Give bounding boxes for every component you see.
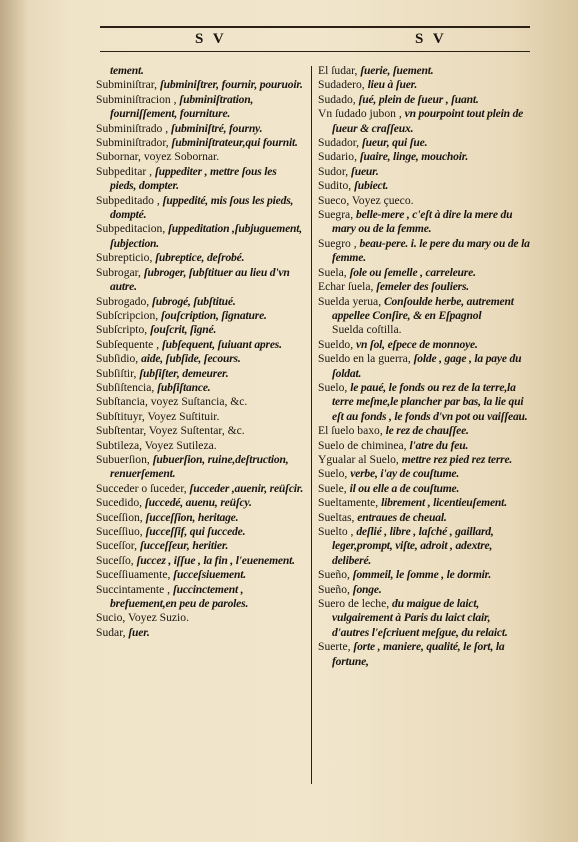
entry-definition: ſuppediter , mettre ſous les pieds, dompter. [110,164,277,193]
dictionary-entry [96,194,304,223]
entry-headword: Suegro , [318,236,360,250]
entry-headword: Sudador, [318,136,362,150]
dictionary-entry [318,496,530,510]
dictionary-entry [96,453,304,482]
entry-definition: ſuerie, ſuement. [360,64,434,77]
entry-headword: Subpeditacion, [96,222,169,236]
dictionary-entry [318,266,530,280]
dictionary-entry [318,511,530,525]
entry-definition: ſubuerſion, ruine,deſtruction, renuerſement. [110,452,289,481]
dictionary-entry [96,64,304,78]
entry-definition: ſuccinctement , brefuement,en peu de paroles. [110,582,249,611]
entry-headword: Suceſſo, [96,553,137,567]
dictionary-entry [96,583,304,612]
entry-headword: Subpeditado , [96,193,163,207]
entry-definition: ſucceſſion, heritage. [145,510,239,524]
entry-headword: Subſcripcion, [96,308,162,322]
dictionary-entry [318,597,530,640]
entry-headword: Sudito, [318,179,355,193]
page-gutter-shadow [0,0,28,842]
entry-headword: Subuerſion, [96,452,153,466]
entry-headword: Suceſſiuamente, [96,568,174,582]
dictionary-entry [96,367,304,381]
dictionary-entry [318,64,530,78]
entry-headword: Subrepticio, [96,251,156,265]
entry-definition: ſubreptice, deſrobé. [155,251,245,265]
entry-headword: Echar ſuela, [318,280,377,294]
dictionary-entry [318,93,530,107]
dictionary-entry [96,496,304,510]
entry-headword: Subpeditar , [96,164,155,178]
dictionary-entry [318,237,530,266]
entry-definition: ſuppeditation ,ſubjuguement, ſubjection. [110,222,303,250]
dictionary-entry [96,525,304,539]
entry-definition: ſubminiſtrateur,qui fournit. [171,136,298,150]
entry-definition: ſubiect. [354,179,389,193]
running-head [100,14,530,54]
dictionary-entry [96,93,304,122]
entry-headword: Sudar, [96,625,129,639]
entry-definition: mettre rez pied rez terre. [401,452,513,466]
entry-definition: ſubroger, ſubſtituer au lieu d'vn autre. [110,265,290,294]
header-rule-bottom [100,51,530,52]
entry-headword: Subſiſtir, [96,366,140,380]
dictionary-entry [96,611,304,625]
dictionary-entry [318,78,530,92]
entry-definition: ſubrogé, ſubſtitué. [152,294,236,308]
dictionary-entry [318,568,530,582]
dictionary-entry [318,208,530,237]
entry-definition: ſouſcription, ſignature. [161,308,267,322]
entry-definition: ſuer. [128,625,150,639]
dictionary-entry [96,410,304,424]
entry-definition: ſuccez , iſſue , la fin , l'euenement. [136,553,295,567]
entry-definition: ſouſcrit, ſigné. [150,323,217,337]
dictionary-entry [318,640,530,669]
column-divider [311,66,312,784]
entry-headword: Suelda coſtilla. [332,323,402,337]
dictionary-entry [96,539,304,553]
entry-definition: lieu à ſuer. [367,78,418,92]
entry-headword: Sucedido, [96,496,145,510]
entry-headword: Suceſſiuo, [96,525,146,538]
dictionary-entry [318,424,530,438]
dictionary-entry [96,122,304,136]
entry-headword: Sueño, [318,582,353,596]
dictionary-entry [318,583,530,597]
dictionary-entry [96,482,304,496]
entry-headword: Suelo, [318,467,351,481]
entry-headword: Sueltas, [318,510,358,524]
dictionary-entry [318,165,530,179]
entry-definition: ſucceſſif, qui ſuccede. [145,525,246,538]
entry-definition: du maigue de laict, vulgairement à Paris du laict clair, d'autres l'eſcriuent meſgue, du relaict. [332,597,508,639]
entry-definition: ſorte , maniere, qualité, le ſort, la fortune, [332,640,505,668]
entry-headword: Ygualar al Suelo, [318,452,402,466]
entry-headword: Subſtancia, voyez Suſtancia, &c. [96,395,248,409]
entry-headword: Suerte, [318,640,354,654]
entry-definition: ſueur. [351,164,379,178]
entry-definition: beau-pere. i. le pere du mary ou de la femme. [332,236,530,265]
entry-headword: Subminiſtrado , [96,121,172,135]
entry-headword: Sueltamente, [318,496,382,510]
entry-definition: ſucceder ,auenir, reüſcir. [189,481,304,495]
entry-definition: ſué, plein de ſueur , ſuant. [358,92,479,106]
entry-definition: vn ſol, eſpece de monnoye. [356,337,478,351]
dictionary-entry [96,295,304,309]
entry-definition: ſolde , gage , la paye du ſoldat. [332,352,522,380]
entry-headword: Subminiſtracion , [96,92,180,106]
dictionary-entry [318,482,530,496]
entry-headword: Suegra, [318,208,356,222]
entry-headword: Suceſſor, [96,539,140,553]
left-column [96,64,304,640]
dictionary-entry [318,352,530,381]
entry-definition: ſuaire, linge, mouchoir. [359,150,469,164]
dictionary-entry [96,136,304,150]
entry-definition: ſubminiſtré, fourny. [171,121,263,135]
entry-headword: Sudario, [318,150,360,164]
dictionary-entry [96,323,304,337]
entry-definition: aide, ſubſide, ſecours. [141,352,241,366]
dictionary-entry [96,395,304,409]
entry-definition: entraues de cheual. [357,510,447,524]
entry-definition: ſubſequent, ſuiuant apres. [162,337,282,351]
entry-definition: ſubſiſter, demeurer. [139,366,229,380]
entry-headword: Sueldo, [318,337,357,351]
entry-headword: Subrogado, [96,294,153,308]
dictionary-entry [318,453,530,467]
dictionary-entry [318,280,530,294]
dictionary-entry [96,424,304,438]
dictionary-entry [96,352,304,366]
dictionary-entry [318,467,530,481]
entry-definition: belle-mere , c'eſt à dire la mere du mary ou de la femme. [332,208,513,236]
entry-headword: Suele, [318,481,350,495]
dictionary-entry [96,150,304,164]
entry-headword: Sudado, [318,92,359,106]
entry-definition: ſuppedité, mis ſous les pieds, dompté. [110,193,294,222]
entry-headword: Subminiſtrar, [96,78,160,92]
entry-definition: ſubminiſtrer, fournir, pouruoir. [159,78,303,92]
entry-headword: Subornar, voyez Sobornar. [96,150,220,164]
entry-headword: Succintamente , [96,582,173,596]
dictionary-entry [318,381,530,424]
entry-definition: librement , licentieuſement. [381,496,507,510]
entry-headword: Vn ſudado jubon , [318,107,405,121]
entry-headword: Suelo, [318,380,351,394]
entry-definition: ſole ou ſemelle , carreleure. [349,265,476,279]
dictionary-entry [96,266,304,295]
entry-headword: Sudor, [318,164,352,178]
dictionary-entry [318,107,530,136]
right-column [318,64,530,669]
header-rule-top [100,26,530,28]
dictionary-entry [318,179,530,193]
dictionary-entry [318,136,530,150]
entry-headword: Subſcripto, [96,323,151,337]
entry-headword: Suelto , [318,525,357,538]
entry-definition: il ou elle a de couſtume. [349,481,460,495]
entry-definition: ſuccedé, auenu, reüſcy. [144,496,252,510]
entry-headword: Subrogar, [96,265,144,279]
entry-definition: l'atre du feu. [409,438,469,452]
entry-headword: Suelo de chiminea, [318,438,410,452]
entry-headword: Subſtituyr, Voyez Suſtituir. [96,409,220,423]
entry-definition: le paué, le fonds ou rez de la terre,la terre meſme,le plancher par bas, la lie qui eſt au fonds , le fonds d'vn pot ou vaiſſeau. [332,380,528,423]
entry-headword: Sueño, [318,568,353,582]
entry-headword: Sudadero, [318,78,368,92]
entry-definition: ſonge. [352,582,382,596]
entry-headword: Subſiſtencia, [96,380,158,394]
entry-headword: Sueco, Voyez çueco. [318,193,414,207]
entry-definition: ſommeil, le ſomme , le dormir. [352,568,492,582]
dictionary-entry [96,338,304,352]
dictionary-entry [96,165,304,194]
entry-headword: El ſuelo baxo, [318,424,386,438]
entry-headword: Suero de leche, [318,597,393,611]
entry-definition: le rez de chauſſee. [385,424,469,438]
entry-headword: Suceſſion, [96,510,146,524]
entry-headword: Subſtentar, Voyez Suſtentar, &c. [96,424,245,438]
entry-headword: Sucio, Voyez Suzio. [96,611,189,625]
dictionary-entry [96,554,304,568]
entry-definition: ſubſiſtance. [157,380,211,394]
running-head-right: S V [415,31,447,47]
entry-headword: Subminiſtrador, [96,136,172,150]
entry-definition: ſueur, qui ſue. [361,136,428,150]
dictionary-entry [96,568,304,582]
entry-definition: tement. [110,64,144,77]
entry-definition: Conſoulde herbe, autrement appellee Conſire, & en Eſpagnol [332,294,514,322]
dictionary-entry [96,381,304,395]
dictionary-entry [96,222,304,251]
dictionary-entry [318,194,530,208]
entry-headword: Sueldo en la guerra, [318,352,414,366]
dictionary-entry [318,150,530,164]
entry-definition: ſubminiſtration, fourniſſement, fourniture. [110,92,254,121]
running-head-left: S V [195,31,227,47]
entry-definition: ſemeler des ſouliers. [376,280,469,294]
dictionary-entry [96,78,304,92]
dictionary-entry [318,323,530,337]
entry-headword: Succeder o ſuceder, [96,481,190,495]
entry-definition: ſucceſsiuement. [173,568,246,582]
dictionary-entry [96,439,304,453]
dictionary-entry [318,295,530,324]
dictionary-entry [96,626,304,640]
dictionary-entry [96,511,304,525]
entry-definition: deſlié , libre , laſché , gaillard, leger,prompt, viſte, adroit , adextre, deliberé. [332,525,494,567]
entry-definition: vn pourpoint tout plein de ſueur & craſſeux. [332,107,524,135]
entry-headword: Subſequente , [96,337,163,351]
dictionary-entry [96,309,304,323]
entry-definition: ſucceſſeur, heritier. [139,539,229,553]
entry-headword: Subtileza, Voyez Sutileza. [96,438,217,452]
entry-definition: verbe, i'ay de couſtume. [350,467,460,481]
entry-headword: Suela, [318,265,350,279]
dictionary-entry [318,439,530,453]
dictionary-entry [318,525,530,568]
entry-headword: Suelda yerua, [318,294,384,308]
dictionary-entry [318,338,530,352]
dictionary-entry [96,251,304,265]
entry-headword: El ſudar, [318,64,361,77]
entry-headword: Subſidio, [96,352,142,366]
